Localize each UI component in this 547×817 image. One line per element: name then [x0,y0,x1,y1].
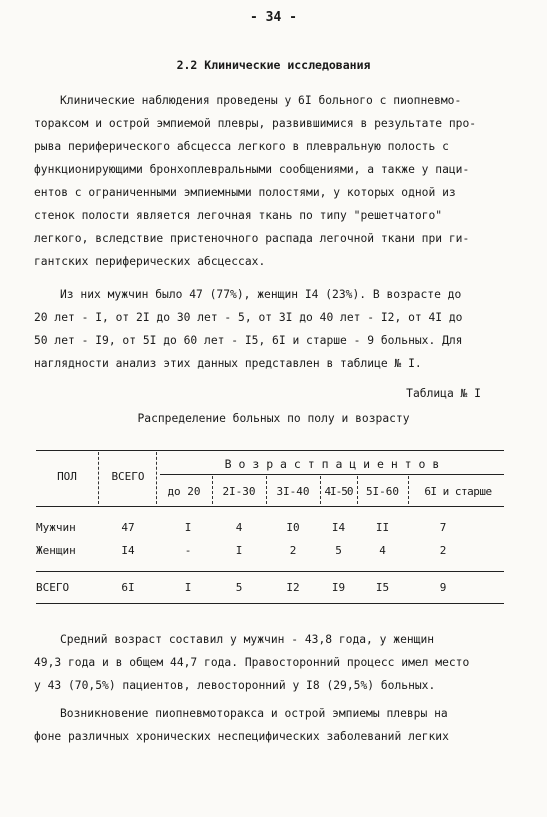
row-value: I4 [331,521,346,534]
row-value: I [184,581,192,594]
table-divider [408,476,409,504]
row-value: 5 [335,544,342,557]
paragraph-line: рыва периферического абсцесса легкого в плевральную полость с [34,140,449,153]
age-group-header: 6I и старше [424,485,492,498]
row-value: 2 [439,544,447,557]
row-value: 5 [235,581,243,594]
col-header-sex: ПОЛ [57,470,77,483]
table-rule-header [36,506,504,507]
row-value: I [235,544,243,557]
paragraph-line: стенок полости является легочная ткань по типу "решетчатого" [34,209,443,222]
row-label: ВСЕГО [36,581,70,594]
age-group-header: 2I-30 [222,485,256,498]
section-heading: 2.2 Клинические исследования [176,58,371,72]
paragraph-line: Возникновение пиопневмоторакса и острой эмпиемы плевры на [60,707,448,720]
row-value: 9 [439,581,447,594]
paragraph-line: у 43 (70,5%) пациентов, левосторонний у I8 (29,5%) больных. [34,679,436,692]
paragraph-line: ентов с ограниченными эмпиемными полостями, у которых одной из [34,186,456,199]
table-title: Распределение больных по полу и возрасту [137,412,410,425]
row-value: II [375,521,390,534]
paragraph-line: гантских периферических абсцессах. [34,255,266,268]
paragraph-line: тораксом и острой эмпиемой плевры, развившимися в результате про- [34,117,477,130]
paragraph-line: Клинические наблюдения проведены у 6I больного с пиопневмо- [60,94,462,107]
paragraph-line: 20 лет - I, от 2I до 30 лет - 5, от 3I до 40 лет - I2, от 4I до [34,311,463,324]
age-group-header: 5I-60 [365,485,400,498]
table-rule-age [160,474,504,475]
table-divider [98,452,99,504]
row-total: 6I [121,581,135,594]
table-rule-top [36,450,504,451]
paragraph-line: 50 лет - I9, от 5I до 60 лет - I5, 6I и старше - 9 больных. Для [34,334,463,347]
row-label: Женщин [36,544,76,557]
row-value: 4 [235,521,243,534]
col-header-total: ВСЕГО [111,470,145,483]
row-value: I5 [375,581,390,594]
row-value: I9 [331,581,346,594]
age-group-header: 3I-40 [276,485,310,498]
row-total: 47 [121,521,135,534]
table-caption: Таблица № I [406,387,481,400]
row-value: - [184,544,192,557]
table-rule-bottom [36,603,504,604]
paragraph-line: наглядности анализ этих данных представлен в таблице № I. [34,357,422,370]
row-value: I0 [286,521,300,534]
paragraph-line: Из них мужчин было 47 (77%), женщин I4 (23%). В возрасте до [60,288,462,301]
paragraph-line: 49,3 года и в общем 44,7 года. Правосторонний процесс имел место [34,656,470,669]
paragraph-line: фоне различных хронических неспецифических заболеваний легких [34,730,449,743]
row-value: I2 [286,581,300,594]
row-value: 4 [379,544,386,557]
age-group-header: 4I-50 [324,485,353,498]
row-total: I4 [121,544,135,557]
row-value: 7 [439,521,447,534]
page-number: - 34 - [250,10,297,25]
row-label: Мужчин [36,521,76,534]
table-rule-total [36,571,504,572]
row-value: 2 [289,544,297,557]
paragraph-line: легкого, вследствие пристеночного распада легочной ткани при ги- [34,232,470,245]
paragraph-line: Средний возраст составил у мужчин - 43,8 года, у женщин [60,633,435,646]
col-header-age: В о з р а с т п а ц и е н т о в [224,457,440,471]
row-value: I [184,521,192,534]
age-group-header: до 20 [167,485,201,498]
paragraph-line: функционирующими бронхоплевральными сообщениями, а также у паци- [34,163,470,176]
